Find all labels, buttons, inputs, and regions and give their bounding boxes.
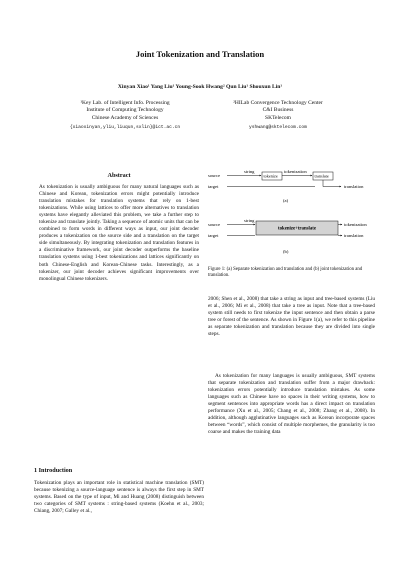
affiliation-1-line2: Institute of Computing Technology	[86, 107, 164, 114]
fig-a-translation: translation	[344, 184, 364, 189]
fig-b-source-label: source	[208, 222, 220, 227]
right-paragraph-2: As tokenization for many languages is usually ambiguous, SMT systems that separate tokenization and translation suffer from a major drawback: tokenization errors potentially introduce translation mistakes. As some languages such as Chinese have no spaces in their writing systems, how to segment sentences into appropriate words has a direct impact on translation performance (Xu et al., 2005; Chang et al., 2008; Zhang et al., 2008). In addition, although agglutinative languages such as Korean incorporate spaces between “words”, which consist of multiple morphemes, the granularity is too coarse and makes the training data	[208, 373, 375, 436]
fig-a-translate: translate	[314, 173, 329, 179]
fig-b-string: string	[244, 218, 255, 223]
intro-heading: 1 Introduction	[34, 467, 73, 474]
fig-a-tokenization: tokenization	[284, 169, 307, 174]
affiliation-1-line1: ¹Key Lab. of Intelligent Info. Processing	[80, 100, 170, 106]
abstract-text: As tokenization is usually ambiguous for many natural languages such as Chinese and Korean, tokenization errors might potentially introduce translation mistakes for translation systems that rely on 1-best tokenizations. While using lattices to offer more alternatives to translation systems have elegantly alleviated this problem, we take a further step to tokenize and translate jointly. Taking a sequence of atomic units that can be combined to form words in different ways as input, our joint decoder produces a tokenization on the source side and a translation on the target side simultaneously. By integrating tokenization and translation features in a discriminative framework, our joint decoder outperforms the baseline translation systems using 1-best tokenizations and lattices significantly on both Chinese-English and Korean-Chinese tasks. Interestingly, as a tokenizer, our joint decoder achieves significant improvements over monolingual Chinese tokenizers.	[39, 184, 199, 282]
affiliation-1-line3: Chinese Academy of Sciences	[91, 114, 159, 121]
fig-a-tokenize: tokenize	[263, 173, 278, 179]
fig-a-target-label: target	[208, 184, 219, 189]
intro-paragraph-1: Tokenization plays an important role in statistical machine translation (SMT) because tokenizing a source-language sentence is always the first step in SMT systems. Based on the type of input, Mi and Huang (2008) distinguish between two categories of SMT systems : string-based systems (Koehn et al., 2003; Chiang, 2007; Galley et al.,	[34, 480, 204, 515]
affiliation-2-line1: ²HILab Convergence Technology Center	[233, 100, 323, 106]
affiliation-2-email: yshwang@sktelecom.com	[249, 124, 307, 130]
abstract-heading: Abstract	[107, 172, 131, 179]
paper-title: Joint Tokenization and Translation	[135, 49, 265, 59]
right-paragraph-1: 2006; Shen et al., 2008) that take a string as input and tree-based systems (Liu et al., 2006; Mi et al., 2008) that take a tree as input. Note that a tree-based system still needs to first tokenize the input sentence and then obtain a parse tree or forest of the sentence. As shown in Figure 1(a), we refer to this pipeline as separate tokenization and translation because they are divided into single steps.	[208, 296, 375, 338]
affiliation-2-line2: C&I Business	[262, 107, 294, 114]
fig-a-string: string	[244, 169, 255, 174]
fig-b-target-label: target	[208, 233, 219, 238]
fig-b-label: (b)	[283, 249, 289, 254]
fig-a-label: (a)	[283, 198, 289, 203]
authors: Xinyan Xiao¹ Yang Liu¹ Young-Sook Hwang² Qun Liu¹ Shouxun Lin¹	[117, 84, 283, 90]
fig-a-source-label: source	[208, 173, 220, 178]
figure-caption: Figure 1: (a) Separate tokenization and translation and (b) joint tokenization and translation.	[208, 267, 363, 279]
figure-1	[205, 168, 375, 278]
fig-a-arrow-3	[323, 180, 341, 187]
fig-b-translation: translation	[344, 233, 364, 238]
affiliation-2-line3: SKTelecom	[265, 114, 291, 121]
affiliation-2	[208, 100, 348, 131]
fig-b-joint-label: tokenize+translate	[278, 226, 316, 232]
fig-b-tokenization: tokenization	[344, 222, 367, 227]
affiliation-1-email: {xiaoxinyan,yliu,liuqun,sxlin}@ict.ac.cn	[69, 124, 181, 130]
affiliation-1	[55, 100, 195, 131]
